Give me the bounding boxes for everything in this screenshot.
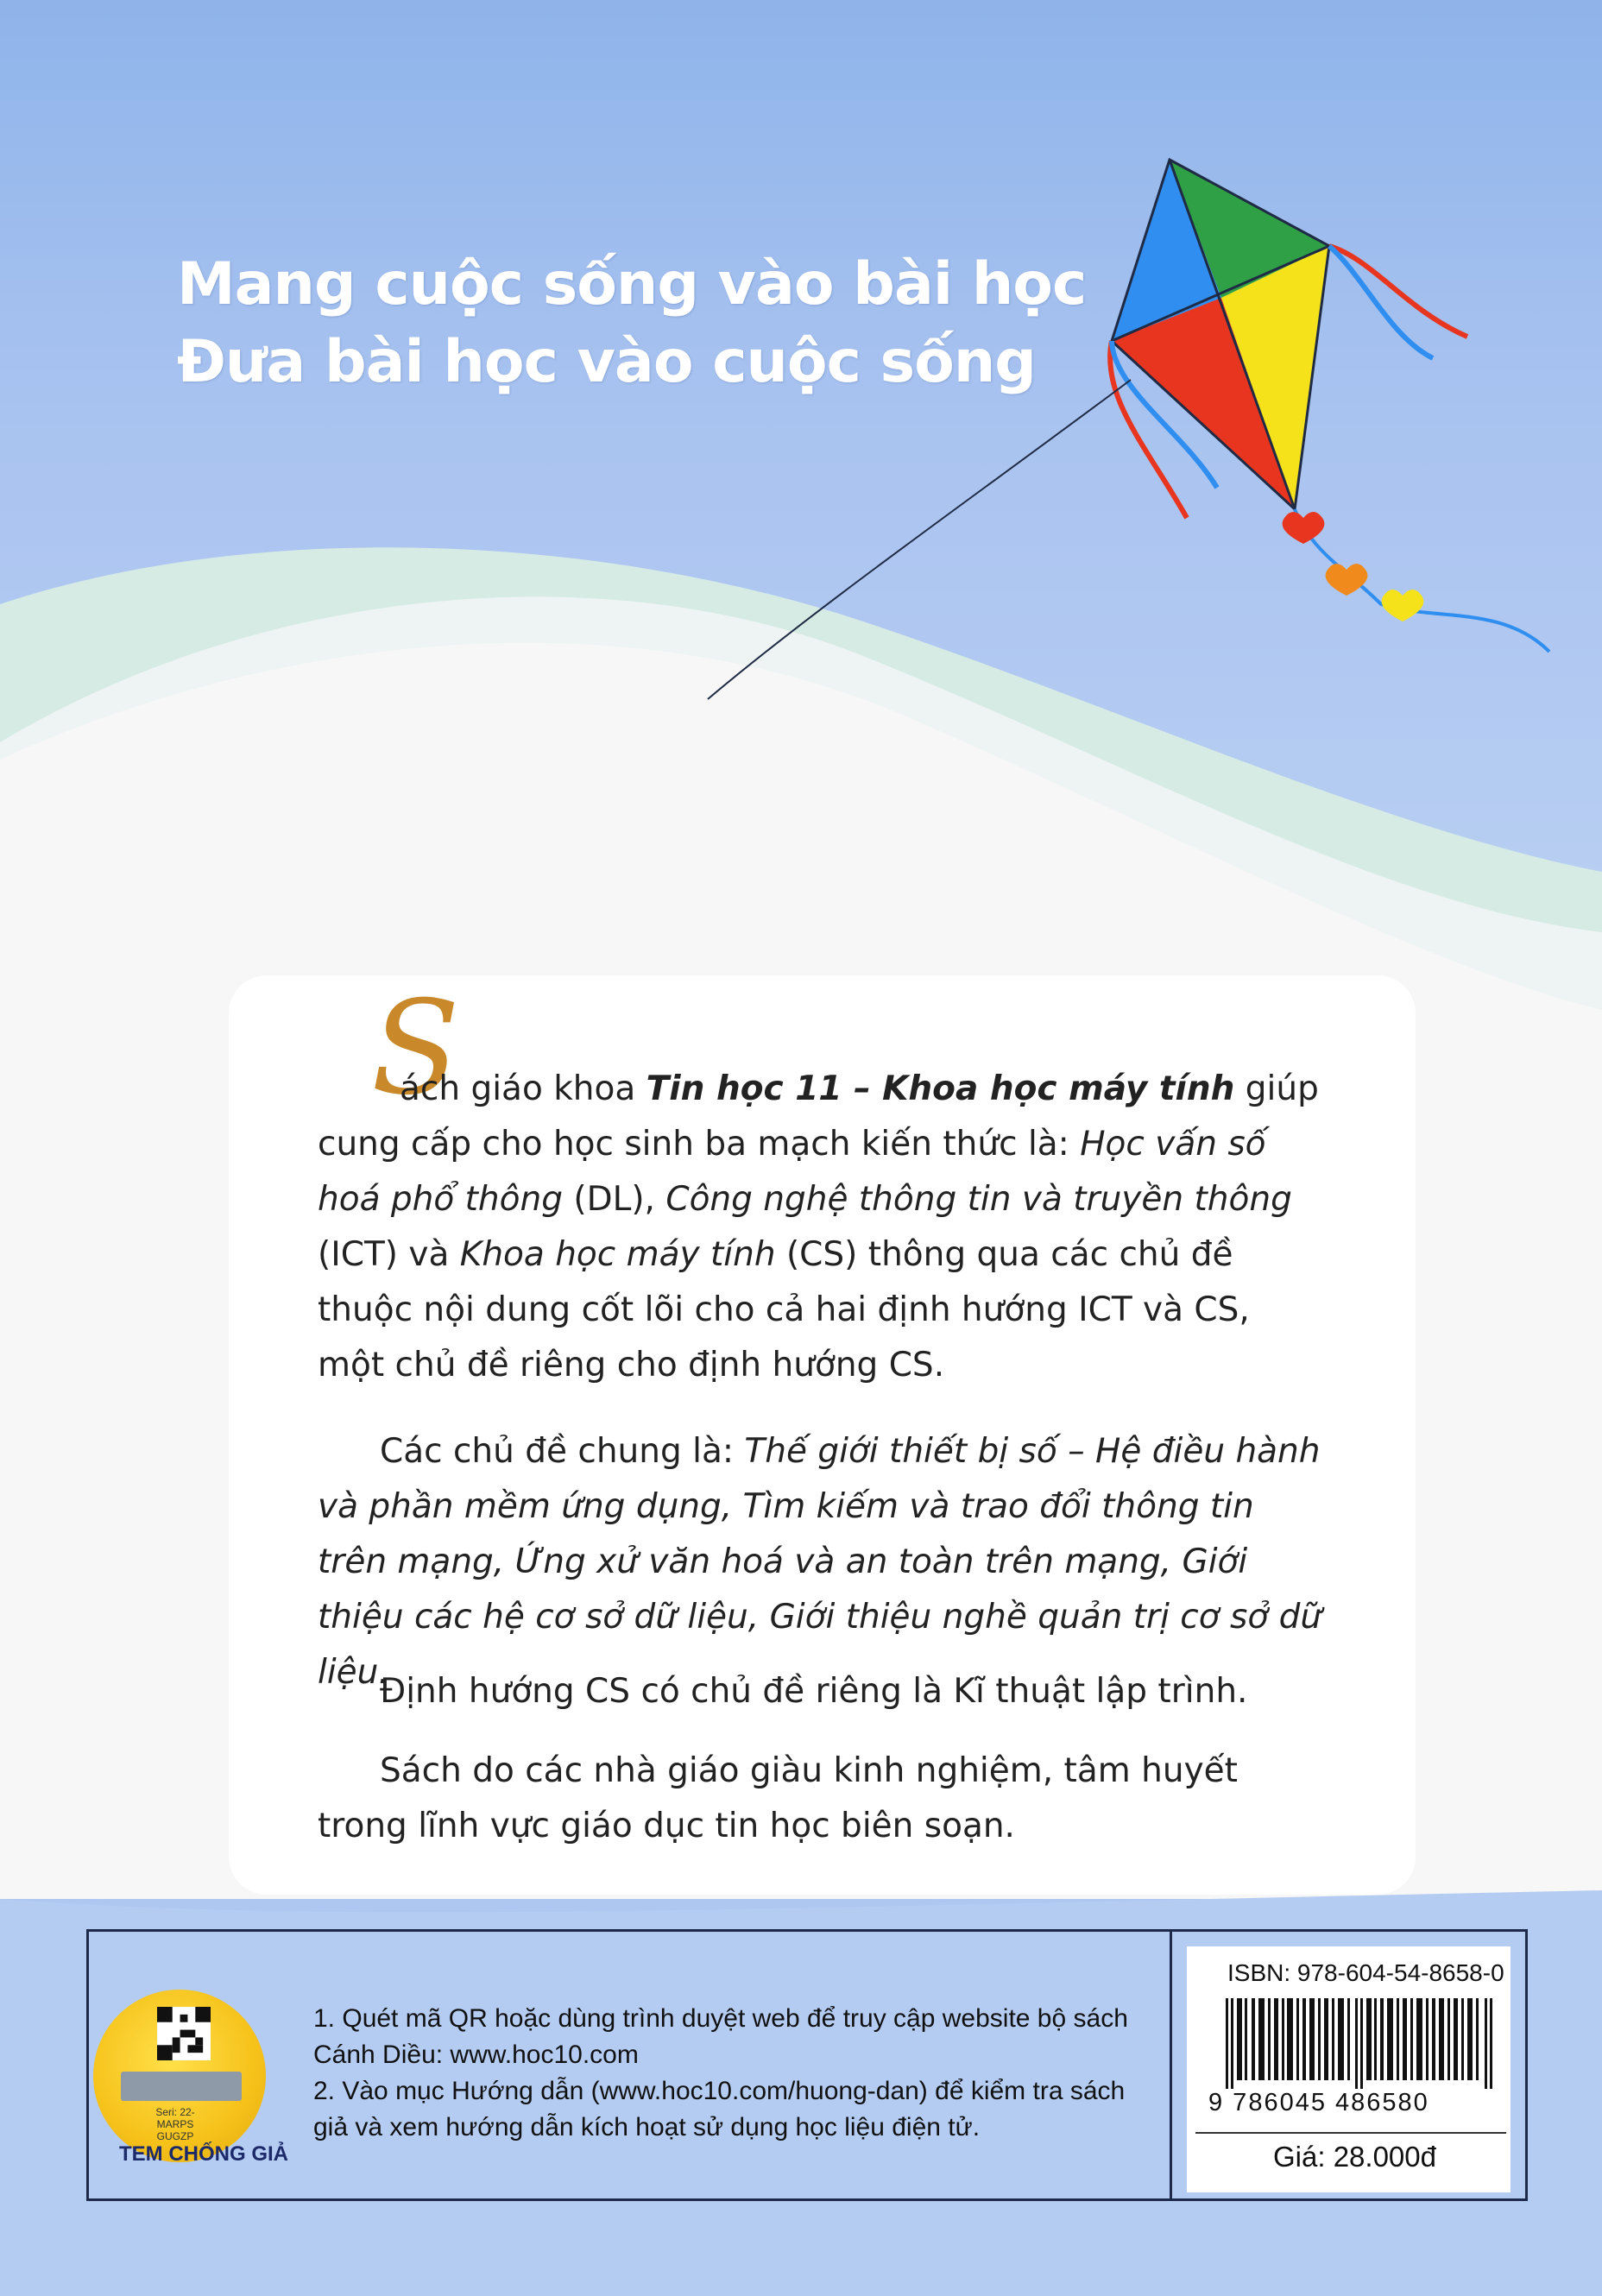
intro-text-d: (CS) thông qua các chủ đề thuộc nội dung cốt lõi cho cả hai định hướng ICT và CS, một chủ đề riêng cho định hướng CS.	[318, 1235, 1250, 1385]
instruction-1: 1. Quét mã QR hoặc dùng trình duyệt web để truy cập website bộ sách Cánh Diều: www.hoc10.com	[313, 2004, 1128, 2069]
isbn-number: ISBN: 978-604-54-8658-0	[1227, 1959, 1504, 1986]
scratch-strip	[121, 2072, 242, 2101]
barcode-icon	[1226, 1998, 1493, 2089]
intro-text-c: (ICT) và	[318, 1235, 460, 1274]
intro-lead: ách giáo khoa	[400, 1069, 646, 1108]
instruction-2: 2. Vào mục Hướng dẫn (www.hoc10.com/huong-dan) để kiểm tra sách giả và xem hướng dẫn kích hoạt sử dụng học liệu điện tử.	[313, 2077, 1126, 2141]
strand-ict: Công nghệ thông tin và truyền thông	[665, 1180, 1292, 1219]
intro-text-a: giúp cung cấp cho học sinh ba mạch kiến thức là:	[318, 1069, 1319, 1164]
slogan-line-2: Đưa bài học vào cuộc sống	[177, 328, 1036, 396]
paragraph-cs-orientation: Định hướng CS có chủ đề riêng là Kĩ thuật lập trình.	[380, 1672, 1248, 1711]
qr-code-icon	[157, 2007, 211, 2060]
paragraph-authors: Sách do các nhà giáo giàu kinh nghiệm, tâm huyết trong lĩnh vực giáo dục tin học biên soạn.	[318, 1751, 1238, 1845]
topics-lead: Các chủ đề chung là:	[380, 1432, 745, 1471]
strand-cs: Khoa học máy tính	[459, 1235, 776, 1274]
dropcap-letter: S	[371, 974, 460, 1124]
barcode-digits: 9 786045 486580	[1208, 2089, 1429, 2116]
price: Giá: 28.000đ	[1273, 2141, 1436, 2173]
intro-text-b: (DL),	[562, 1180, 666, 1219]
price-divider	[1195, 2132, 1506, 2134]
topics-list: Thế giới thiết bị số – Hệ điều hành và phần mềm ứng dụng, Tìm kiếm và trao đổi thông tin trên mạng, Ứng xử văn hoá và an toàn trên mạng, Giới thiệu các hệ cơ sở dữ liệu, Giới thiệu nghề quản trị cơ sở dữ liệu.	[318, 1432, 1322, 1692]
slogan-line-1: Mang cuộc sống vào bài học	[177, 250, 1087, 319]
info-box-divider	[1170, 1929, 1172, 2201]
paragraph-intro	[318, 1062, 1323, 1393]
sticker-serial: Seri: 22-MARPS GUGZP	[155, 2106, 195, 2142]
book-title: Tin học 11 – Khoa học máy tính	[646, 1069, 1235, 1108]
sticker-label: TEM CHỐNG GIẢ	[119, 2142, 288, 2166]
paragraph-topics	[318, 1424, 1323, 1700]
strand-dl: Học vấn số hoá phổ thông	[318, 1125, 1266, 1219]
